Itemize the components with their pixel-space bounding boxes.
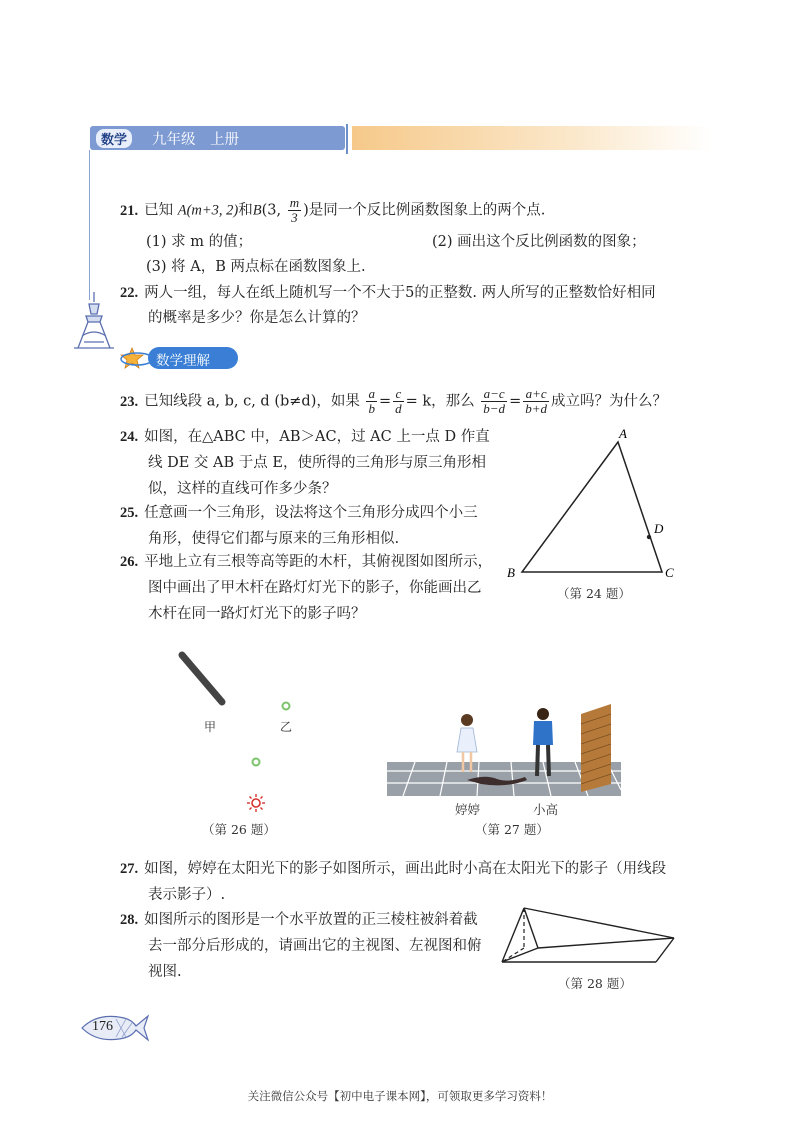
brick-wall [581, 704, 611, 792]
figure-26 [170, 645, 320, 840]
denominator: b+d [525, 401, 547, 416]
text: 似，这样的直线可作多少条？ [148, 481, 337, 497]
vertex-label-c: C [665, 565, 674, 580]
figure-28-caption: （第 28 题） [558, 976, 632, 991]
fraction [366, 387, 377, 416]
point-label: B [252, 202, 262, 219]
text: 两人一组，每人在纸上随机写一个不大于5的正整数. 两人所写的正整数恰好相同 [144, 285, 656, 301]
fraction [393, 387, 404, 416]
coords: (3, [261, 202, 286, 219]
vertex-label-b: B [507, 565, 515, 580]
text: 已知线段 a, b, c, d (b≠d)，如果 [144, 393, 360, 410]
subject-badge: 数学 [96, 129, 132, 148]
numerator: a+c [523, 387, 549, 402]
problem-21-sub3: (3) 将 A，B 两点标在函数图象上. [146, 259, 366, 275]
margin-line [89, 150, 90, 300]
denominator: b−d [483, 401, 506, 416]
section-title: 数学理解 [156, 353, 210, 369]
problem-22-line2: 的概率是多少？你是怎么计算的？ [148, 310, 366, 326]
denominator: d [395, 401, 402, 416]
fish-icon [78, 1010, 150, 1046]
figure-24-caption: （第 24 题） [557, 586, 631, 601]
header-divider [346, 124, 348, 154]
pole-third [253, 759, 260, 766]
tower-icon [70, 292, 118, 354]
text: 表示影子）. [148, 887, 226, 903]
denominator: b [368, 401, 375, 416]
text: 如图，在△ABC 中，AB＞AC，过 AC 上一点 D 作直 [144, 429, 490, 445]
point-label: A [177, 202, 187, 219]
page-number-fish [78, 1010, 150, 1050]
text: = k，那么 [405, 393, 475, 410]
figure-27-caption: （第 27 题） [475, 822, 549, 837]
problem-24 [120, 424, 500, 502]
problem-21 [120, 196, 720, 225]
page-number: 176 [92, 1019, 113, 1034]
text: 是同一个反比例函数图象上的两个点. [308, 202, 546, 219]
figure-24 [505, 425, 685, 610]
numerator: c [393, 387, 404, 402]
text: 木杆在同一路灯灯光下的影子吗？ [148, 606, 366, 622]
coords: ) [303, 202, 309, 219]
problem-23 [120, 387, 720, 416]
pole-yi [283, 703, 290, 710]
text: 如图所示的图形是一个水平放置的正三棱柱被斜着截 [144, 912, 478, 928]
text: = [509, 393, 522, 410]
numerator: m [289, 195, 300, 210]
footer-notice: 关注微信公众号【初中电子课本网】，可领取更多学习资料！ [247, 1089, 553, 1103]
problem-number: 21. [120, 202, 139, 219]
problem-number: 23. [120, 393, 139, 410]
text: = [378, 393, 392, 410]
problem-25 [120, 500, 500, 552]
text: 视图. [148, 964, 182, 980]
fraction [288, 196, 301, 225]
figure-28 [498, 900, 683, 995]
problem-26 [120, 549, 510, 627]
text: 已知 [144, 202, 174, 219]
grade-title: 九年级 上册 [152, 132, 239, 148]
prism-diagram [498, 900, 683, 975]
numerator: a [368, 386, 375, 401]
problem-22 [120, 280, 700, 306]
problem-28 [120, 907, 500, 985]
numerator: a−c [481, 387, 507, 402]
street-lamp-icon [247, 794, 265, 812]
problem-number: 25. [120, 505, 139, 521]
problem-21-sub2: (2) 画出这个反比例函数的图象； [432, 234, 646, 250]
text: 如图，婷婷在太阳光下的影子如图所示，画出此时小高在太阳光下的影子（用线段 [144, 861, 667, 877]
text: 图中画出了甲木杆在路灯灯光下的影子，你能画出乙 [148, 580, 482, 596]
label-jia: 甲 [204, 720, 217, 734]
shadow-jia [182, 655, 222, 702]
figure-27 [385, 700, 625, 840]
problem-21-sub1: (1) 求 m 的值； [146, 234, 253, 250]
text: 角形，使得它们都与原来的三角形相似. [148, 531, 400, 547]
text: 成立吗？为什么？ [551, 393, 667, 410]
problem-number: 28. [120, 912, 139, 928]
header-orange-band [352, 126, 712, 150]
problem-number: 24. [120, 429, 139, 445]
section-badge [120, 347, 238, 369]
label-yi: 乙 [280, 720, 293, 734]
figure-26-caption: （第 26 题） [202, 822, 276, 837]
label-tingting: 婷婷 [455, 802, 481, 817]
problem-number: 26. [120, 554, 139, 570]
problem-number: 22. [120, 285, 139, 301]
point-label-d: D [654, 521, 664, 536]
page-header [90, 126, 345, 150]
text: 去一部分后形成的，请画出它的主视图、左视图和俯 [148, 938, 482, 954]
label-xiaogao: 小高 [533, 802, 559, 817]
text: 和 [238, 202, 253, 219]
problem-number: 27. [120, 861, 139, 877]
denominator: 3 [291, 210, 298, 225]
text: 线 DE 交 AB 于点 E，使所得的三角形与原三角形相 [148, 455, 486, 471]
coords: (m+3, 2) [186, 202, 239, 219]
text: 任意画一个三角形，设法将这个三角形分成四个小三 [144, 505, 478, 521]
fraction [481, 387, 507, 416]
triangle-diagram [505, 425, 685, 585]
fraction [523, 387, 549, 416]
text: 平地上立有三根等高等距的木杆，其俯视图如图所示， [144, 554, 493, 570]
vertex-label-a: A [619, 426, 627, 441]
